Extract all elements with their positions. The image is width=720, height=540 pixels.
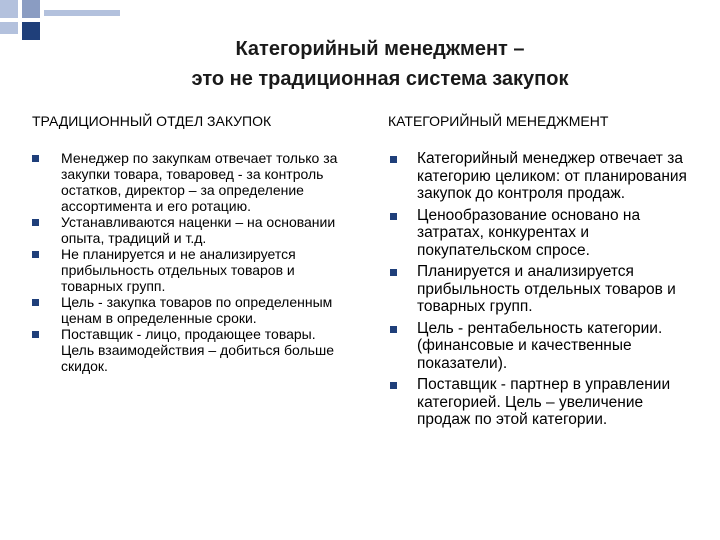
- list-item-text: Поставщик - лицо, продающее товары. Цель взаимодействия – добиться больше скидок.: [61, 326, 334, 374]
- list-item-text: Категорийный менеджер отвечает за категорию целиком: от планирования закупок до контроля продаж.: [417, 150, 687, 202]
- square-bullet-icon: [32, 299, 39, 306]
- slide-title: [0, 34, 720, 94]
- list-item-text: Планируется и анализируется прибыльность отдельных товаров и товарных групп.: [417, 263, 676, 315]
- list-item: [388, 207, 688, 260]
- list-item: [32, 294, 352, 326]
- square-bullet-icon: [390, 269, 397, 276]
- list-item-text: Менеджер по закупкам отвечает только за закупки товара, товаровед - за контроль остатков, директор – за определение ассортимента и его ротацию.: [61, 150, 338, 214]
- list-item: [388, 150, 688, 203]
- square-bullet-icon: [390, 382, 397, 389]
- list-item-text: Не планируется и не анализируется прибыльность отдельных товаров и товарных групп.: [61, 246, 296, 294]
- right-column-header: КАТЕГОРИЙНЫЙ МЕНЕДЖМЕНТ: [388, 113, 609, 129]
- list-item: [32, 214, 352, 246]
- list-item-text: Цель - рентабельность категории. (финансовые и качественные показатели).: [417, 319, 663, 372]
- list-item: [388, 263, 688, 316]
- list-item-text: Ценообразование основано на затратах, конкурентах и покупательском спросе.: [417, 206, 641, 259]
- list-item: [32, 246, 352, 294]
- square-bullet-icon: [32, 331, 39, 338]
- left-bullet-list: [32, 150, 352, 374]
- square-bullet-icon: [32, 251, 39, 258]
- list-item: [32, 150, 352, 214]
- square-bullet-icon: [390, 156, 397, 163]
- square-bullet-icon: [390, 213, 397, 220]
- list-item: [388, 320, 688, 373]
- list-item-text: Цель - закупка товаров по определенным ценам в определенные сроки.: [61, 294, 333, 326]
- title-line-2: это не традиционная система закупок: [191, 68, 569, 90]
- right-bullet-list: [388, 150, 688, 429]
- square-bullet-icon: [32, 219, 39, 226]
- list-item: [32, 326, 352, 374]
- list-item-text: Устанавливаются наценки – на основании опыта, традиций и т.д.: [61, 214, 336, 246]
- list-item: [388, 376, 688, 429]
- square-bullet-icon: [32, 155, 39, 162]
- square-bullet-icon: [390, 326, 397, 333]
- list-item-text: Поставщик - партнер в управлении категорией. Цель – увеличение продаж по этой категории.: [417, 376, 671, 428]
- title-line-1: Категорийный менеджмент –: [235, 38, 525, 60]
- left-column-header: ТРАДИЦИОННЫЙ ОТДЕЛ ЗАКУПОК: [32, 113, 272, 129]
